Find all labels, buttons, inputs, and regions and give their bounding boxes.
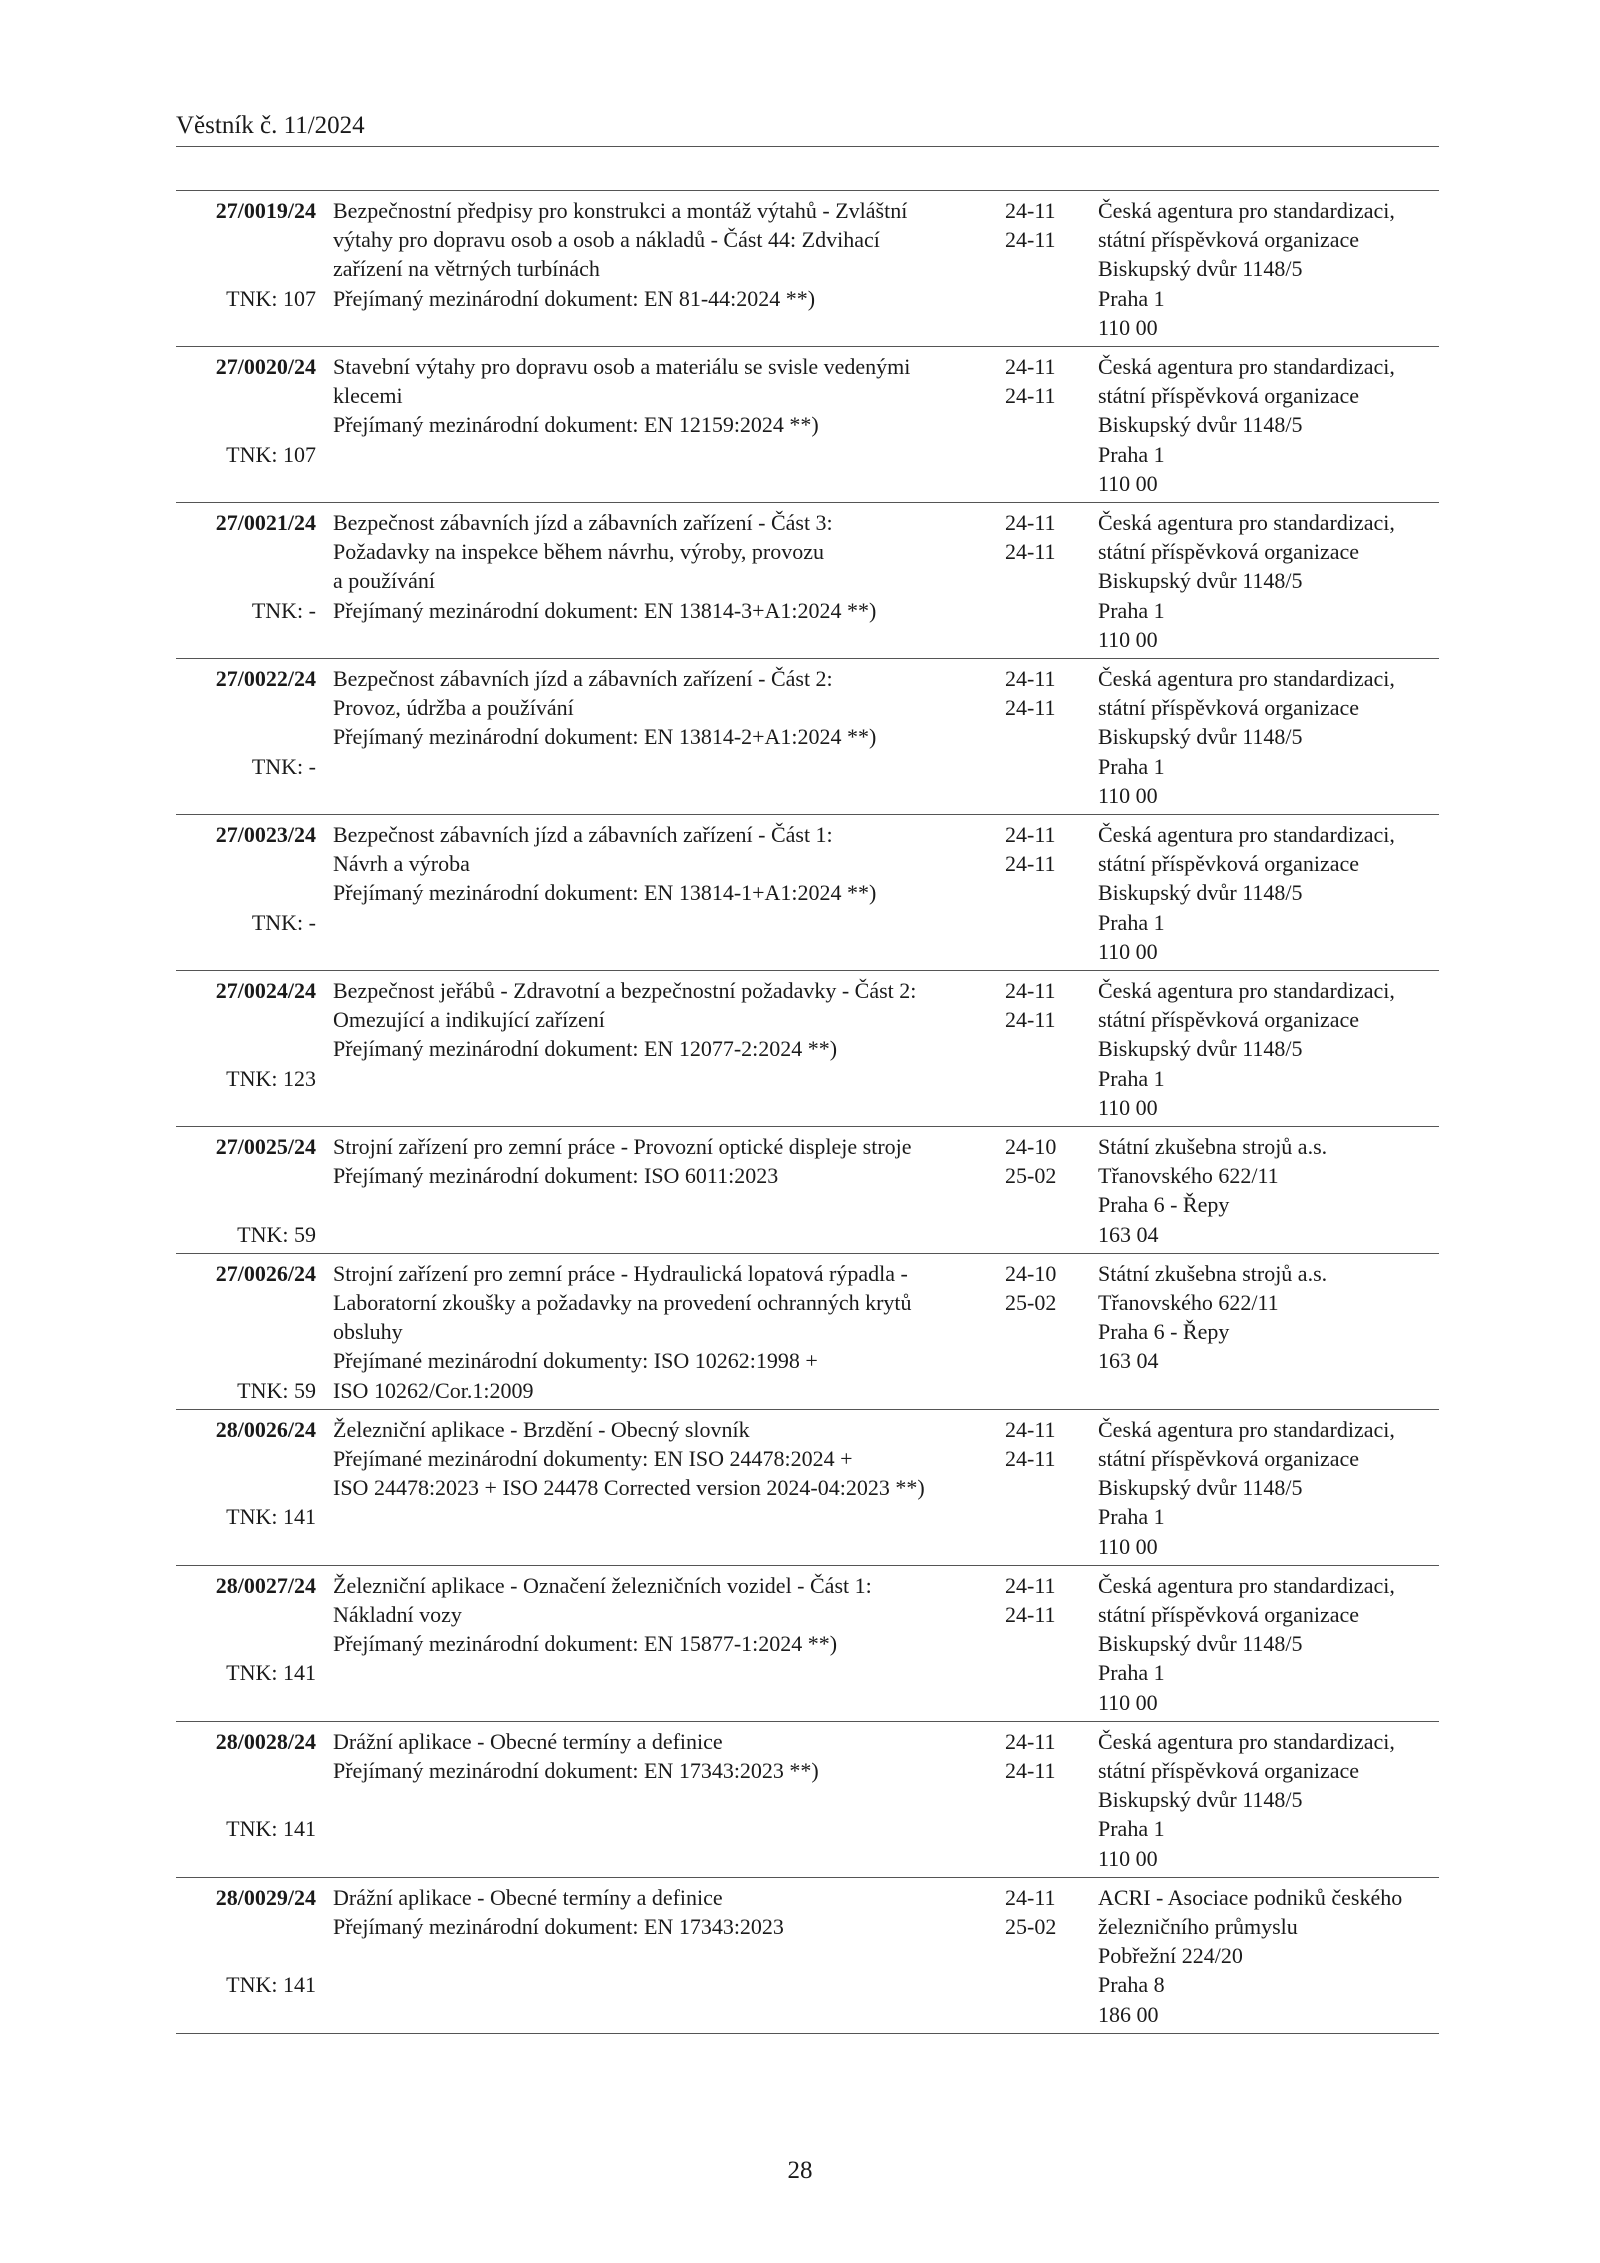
date-value: 24-11 (1005, 539, 1056, 565)
entry-tnk: TNK: 141 (226, 1816, 316, 1842)
organization-line: Biskupský dvůr 1148/5 (1098, 880, 1303, 906)
date-value: 24-11 (1005, 1007, 1056, 1033)
organization-line: státní příspěvková organizace (1098, 851, 1360, 877)
organization-line: Biskupský dvůr 1148/5 (1098, 1631, 1303, 1657)
date-value: 24-11 (1005, 1446, 1056, 1471)
entry-tnk: TNK: 123 (226, 1065, 316, 1091)
table-row (176, 1410, 1439, 1566)
entry-tnk: TNK: 141 (226, 1504, 316, 1530)
date-value: 24-11 (1005, 198, 1056, 223)
entry-organization (1098, 976, 1438, 1122)
organization-line: 110 00 (1098, 1094, 1158, 1120)
entry-number: 27/0024/24 (215, 978, 316, 1003)
date-value: 24-11 (1005, 1416, 1056, 1442)
description-line: Přejímaný mezinárodní dokument: EN 17343:2023 (333, 1914, 784, 1939)
entry-tnk: TNK: 141 (226, 1972, 316, 1998)
organization-line: Biskupský dvůr 1148/5 (1098, 568, 1303, 594)
description-line: Drážní aplikace - Obecné termíny a definice (333, 1728, 723, 1754)
entry-tnk: TNK: - (251, 753, 316, 779)
organization-line: Třanovského 622/11 (1098, 1163, 1279, 1189)
organization-line: státní příspěvková organizace (1098, 383, 1360, 409)
date-value: 24-11 (1005, 383, 1056, 409)
description-line: Nákladní vozy (333, 1602, 462, 1627)
date-value: 24-11 (1005, 1728, 1056, 1754)
organization-line: 163 04 (1098, 1221, 1159, 1247)
description-line: Přejímané mezinárodní dokumenty: EN ISO 24478:2024 + (333, 1446, 853, 1471)
entry-id-cell (176, 820, 316, 935)
description-line: zařízení na větrných turbínách (333, 256, 600, 282)
entry-id-cell (176, 1132, 316, 1247)
organization-line: Praha 1 (1098, 285, 1165, 311)
description-line: Železniční aplikace - Brzdění - Obecný slovník (333, 1416, 750, 1442)
description-line: Železniční aplikace - Označení železničních vozidel - Část 1: (333, 1572, 872, 1598)
description-line: ISO 10262/Cor.1:2009 (333, 1377, 534, 1403)
organization-line: 110 00 (1098, 470, 1158, 496)
table-row (176, 1127, 1439, 1254)
description-line: Přejímaný mezinárodní dokument: EN 13814-1+A1:2024 **) (333, 880, 877, 906)
description-line: Požadavky na inspekce během návrhu, výroby, provozu (333, 539, 824, 565)
description-line: Drážní aplikace - Obecné termíny a definice (333, 1884, 723, 1910)
organization-line: Biskupský dvůr 1148/5 (1098, 1036, 1303, 1062)
entry-id-cell (176, 976, 316, 1091)
description-line: obsluhy (333, 1319, 403, 1345)
organization-line: Biskupský dvůr 1148/5 (1098, 1787, 1303, 1813)
description-line: Provoz, údržba a používání (333, 695, 574, 721)
entry-dates (1005, 976, 1075, 1034)
entry-description (333, 1132, 1003, 1190)
entry-dates (1005, 352, 1075, 410)
organization-line: Praha 1 (1098, 909, 1165, 935)
entry-id-cell (176, 1727, 316, 1842)
date-value: 24-11 (1005, 1572, 1056, 1598)
table-row (176, 971, 1439, 1127)
entry-organization (1098, 1415, 1438, 1561)
entry-tnk: TNK: 59 (237, 1221, 316, 1247)
entry-number: 27/0022/24 (215, 666, 316, 691)
table-row (176, 1566, 1439, 1722)
entry-dates (1005, 1571, 1075, 1629)
entry-description (333, 1883, 1003, 1941)
description-line: Bezpečnost zábavních jízd a zábavních zařízení - Část 2: (333, 666, 833, 691)
entry-id-cell (176, 1259, 316, 1403)
description-line: Laboratorní zkoušky a požadavky na provedení ochranných krytů (333, 1290, 912, 1315)
table-row (176, 1254, 1439, 1410)
organization-line: Biskupský dvůr 1148/5 (1098, 412, 1303, 438)
description-line: Přejímaný mezinárodní dokument: EN 13814-2+A1:2024 **) (333, 724, 877, 750)
entry-number: 28/0029/24 (215, 1884, 316, 1910)
description-line: a používání (333, 568, 436, 594)
organization-line: Praha 1 (1098, 597, 1165, 623)
organization-line: Praha 1 (1098, 441, 1165, 467)
entry-description (333, 508, 1003, 625)
entry-id-cell (176, 352, 316, 467)
date-value: 24-11 (1005, 822, 1056, 847)
entry-dates (1005, 196, 1075, 254)
organization-line: 110 00 (1098, 782, 1158, 808)
entry-organization (1098, 820, 1438, 966)
entry-tnk: TNK: 141 (226, 1660, 316, 1686)
description-line: Přejímaný mezinárodní dokument: EN 12159:2024 **) (333, 412, 819, 438)
organization-line: státní příspěvková organizace (1098, 1758, 1360, 1783)
description-line: Přejímaný mezinárodní dokument: EN 17343:2023 **) (333, 1758, 819, 1783)
date-value: 24-11 (1005, 851, 1056, 877)
organization-line: 110 00 (1098, 1689, 1158, 1715)
page-number: 28 (787, 2157, 813, 2184)
entry-number: 28/0028/24 (215, 1728, 316, 1754)
description-line: Přejímané mezinárodní dokumenty: ISO 10262:1998 + (333, 1348, 818, 1374)
organization-line: Česká agentura pro standardizaci, (1098, 354, 1395, 379)
organization-line: Česká agentura pro standardizaci, (1098, 510, 1395, 535)
organization-line: státní příspěvková organizace (1098, 1007, 1360, 1033)
entry-dates (1005, 1883, 1075, 1941)
entry-number: 27/0021/24 (215, 510, 316, 535)
organization-line: státní příspěvková organizace (1098, 227, 1360, 253)
organization-line: Česká agentura pro standardizaci, (1098, 1572, 1395, 1598)
entry-organization (1098, 1883, 1438, 2029)
date-value: 24-10 (1005, 1134, 1057, 1159)
organization-line: Praha 6 - Řepy (1098, 1319, 1230, 1345)
organization-line: železničního průmyslu (1098, 1914, 1298, 1939)
page-header (176, 110, 1439, 147)
entry-tnk: TNK: 107 (226, 441, 316, 467)
organization-line: Česká agentura pro standardizaci, (1098, 1728, 1395, 1754)
organization-line: 110 00 (1098, 1533, 1158, 1559)
table-row (176, 1722, 1439, 1878)
entry-number: 27/0025/24 (215, 1134, 316, 1159)
organization-line: Praha 6 - Řepy (1098, 1192, 1230, 1218)
description-line: Bezpečnostní předpisy pro konstrukci a montáž výtahů - Zvláštní (333, 198, 908, 223)
organization-line: Pobřežní 224/20 (1098, 1943, 1243, 1969)
organization-line: 110 00 (1098, 626, 1158, 652)
entry-id-cell (176, 1571, 316, 1686)
entry-description (333, 1727, 1003, 1785)
entry-organization (1098, 196, 1438, 342)
organization-line: Česká agentura pro standardizaci, (1098, 822, 1395, 847)
entry-dates (1005, 664, 1075, 722)
table-row (176, 347, 1439, 503)
entry-organization (1098, 1571, 1438, 1717)
description-line: Strojní zařízení pro zemní práce - Hydraulická lopatová rýpadla - (333, 1260, 908, 1286)
entry-id-cell (176, 508, 316, 623)
description-line: Omezující a indikující zařízení (333, 1007, 605, 1033)
entry-organization (1098, 352, 1438, 498)
description-line: Bezpečnost zábavních jízd a zábavních zařízení - Část 3: (333, 510, 833, 535)
description-line: Přejímaný mezinárodní dokument: EN 13814-3+A1:2024 **) (333, 597, 877, 623)
entry-number: 28/0026/24 (215, 1416, 316, 1442)
organization-line: 163 04 (1098, 1348, 1159, 1374)
organization-line: 110 00 (1098, 314, 1158, 340)
organization-line: Česká agentura pro standardizaci, (1098, 666, 1395, 691)
description-line: Stavební výtahy pro dopravu osob a materiálu se svisle vedenými (333, 354, 911, 379)
description-line: Přejímaný mezinárodní dokument: EN 12077-2:2024 **) (333, 1036, 838, 1062)
description-line: Přejímaný mezinárodní dokument: ISO 6011:2023 (333, 1163, 779, 1189)
organization-line: Praha 1 (1098, 1660, 1165, 1686)
description-line: ISO 24478:2023 + ISO 24478 Corrected version 2024-04:2023 **) (333, 1475, 925, 1501)
date-value: 24-11 (1005, 1884, 1056, 1910)
entry-description (333, 1571, 1003, 1659)
table-row (176, 191, 1439, 347)
date-value: 24-11 (1005, 978, 1056, 1003)
entry-tnk: TNK: 59 (237, 1377, 316, 1403)
entry-organization (1098, 1132, 1438, 1249)
organization-line: 110 00 (1098, 938, 1158, 964)
entry-description (333, 1259, 1003, 1405)
organization-line: Česká agentura pro standardizaci, (1098, 978, 1395, 1003)
date-value: 24-11 (1005, 666, 1056, 691)
page-header-title: Věstník č. 11/2024 (176, 112, 365, 139)
organization-line: Státní zkušebna strojů a.s. (1098, 1260, 1328, 1286)
date-value: 24-11 (1005, 1758, 1056, 1783)
entry-description (333, 352, 1003, 440)
entry-organization (1098, 1259, 1438, 1376)
entry-description (333, 976, 1003, 1064)
description-line: Bezpečnost zábavních jízd a zábavních zařízení - Část 1: (333, 822, 833, 847)
description-line: Přejímaný mezinárodní dokument: EN 15877-1:2024 **) (333, 1631, 838, 1657)
organization-line: Česká agentura pro standardizaci, (1098, 1416, 1395, 1442)
organization-line: Státní zkušebna strojů a.s. (1098, 1134, 1328, 1159)
entry-number: 28/0027/24 (215, 1572, 316, 1598)
description-line: Přejímaný mezinárodní dokument: EN 81-44:2024 **) (333, 285, 816, 311)
entry-id-cell (176, 1883, 316, 1998)
entry-number: 27/0019/24 (215, 198, 316, 223)
description-line: Strojní zařízení pro zemní práce - Provozní optické displeje stroje (333, 1134, 912, 1159)
entry-dates (1005, 820, 1075, 878)
organization-line: Česká agentura pro standardizaci, (1098, 198, 1395, 223)
entry-dates (1005, 508, 1075, 566)
date-value: 24-11 (1005, 227, 1056, 253)
organization-line: Třanovského 622/11 (1098, 1290, 1279, 1315)
date-value: 24-10 (1005, 1260, 1057, 1286)
entry-id-cell (176, 196, 316, 311)
date-value: 25-02 (1005, 1290, 1057, 1315)
organization-line: Praha 1 (1098, 1504, 1165, 1530)
table-row (176, 503, 1439, 659)
date-value: 25-02 (1005, 1163, 1057, 1189)
table-row (176, 1878, 1439, 2034)
entry-dates (1005, 1259, 1075, 1317)
organization-line: Praha 1 (1098, 753, 1165, 779)
entries-table (176, 190, 1439, 2034)
entry-id-cell (176, 1415, 316, 1530)
organization-line: státní příspěvková organizace (1098, 695, 1360, 721)
entry-number: 27/0020/24 (215, 354, 316, 379)
entry-number: 27/0026/24 (215, 1260, 316, 1286)
entry-dates (1005, 1727, 1075, 1785)
entry-id-cell (176, 664, 316, 779)
entry-description (333, 820, 1003, 908)
entry-tnk: TNK: 107 (226, 285, 316, 311)
entry-tnk: TNK: - (251, 909, 316, 935)
table-row (176, 659, 1439, 815)
organization-line: ACRI - Asociace podniků českého (1098, 1884, 1403, 1910)
entry-description (333, 664, 1003, 752)
organization-line: Biskupský dvůr 1148/5 (1098, 1475, 1303, 1501)
description-line: Bezpečnost jeřábů - Zdravotní a bezpečnostní požadavky - Část 2: (333, 978, 917, 1003)
date-value: 24-11 (1005, 354, 1056, 379)
organization-line: státní příspěvková organizace (1098, 1602, 1360, 1627)
entry-number: 27/0023/24 (215, 822, 316, 847)
date-value: 24-11 (1005, 695, 1056, 721)
organization-line: 110 00 (1098, 1845, 1158, 1871)
entry-tnk: TNK: - (251, 597, 316, 623)
date-value: 24-11 (1005, 510, 1056, 535)
entry-organization (1098, 508, 1438, 654)
organization-line: Praha 1 (1098, 1816, 1165, 1842)
date-value: 24-11 (1005, 1602, 1056, 1627)
description-line: klecemi (333, 383, 403, 409)
entry-description (333, 1415, 1003, 1503)
entry-dates (1005, 1415, 1075, 1473)
date-value: 25-02 (1005, 1914, 1057, 1939)
description-line: Návrh a výroba (333, 851, 470, 877)
organization-line: státní příspěvková organizace (1098, 1446, 1360, 1471)
description-line: výtahy pro dopravu osob a osob a nákladů - Část 44: Zdvihací (333, 227, 880, 253)
organization-line: státní příspěvková organizace (1098, 539, 1360, 565)
table-row (176, 815, 1439, 971)
organization-line: 186 00 (1098, 2001, 1159, 2027)
organization-line: Praha 1 (1098, 1065, 1165, 1091)
organization-line: Biskupský dvůr 1148/5 (1098, 724, 1303, 750)
organization-line: Biskupský dvůr 1148/5 (1098, 256, 1303, 282)
entry-organization (1098, 1727, 1438, 1873)
organization-line: Praha 8 (1098, 1972, 1165, 1998)
entry-description (333, 196, 1003, 313)
entry-organization (1098, 664, 1438, 810)
entry-dates (1005, 1132, 1075, 1190)
